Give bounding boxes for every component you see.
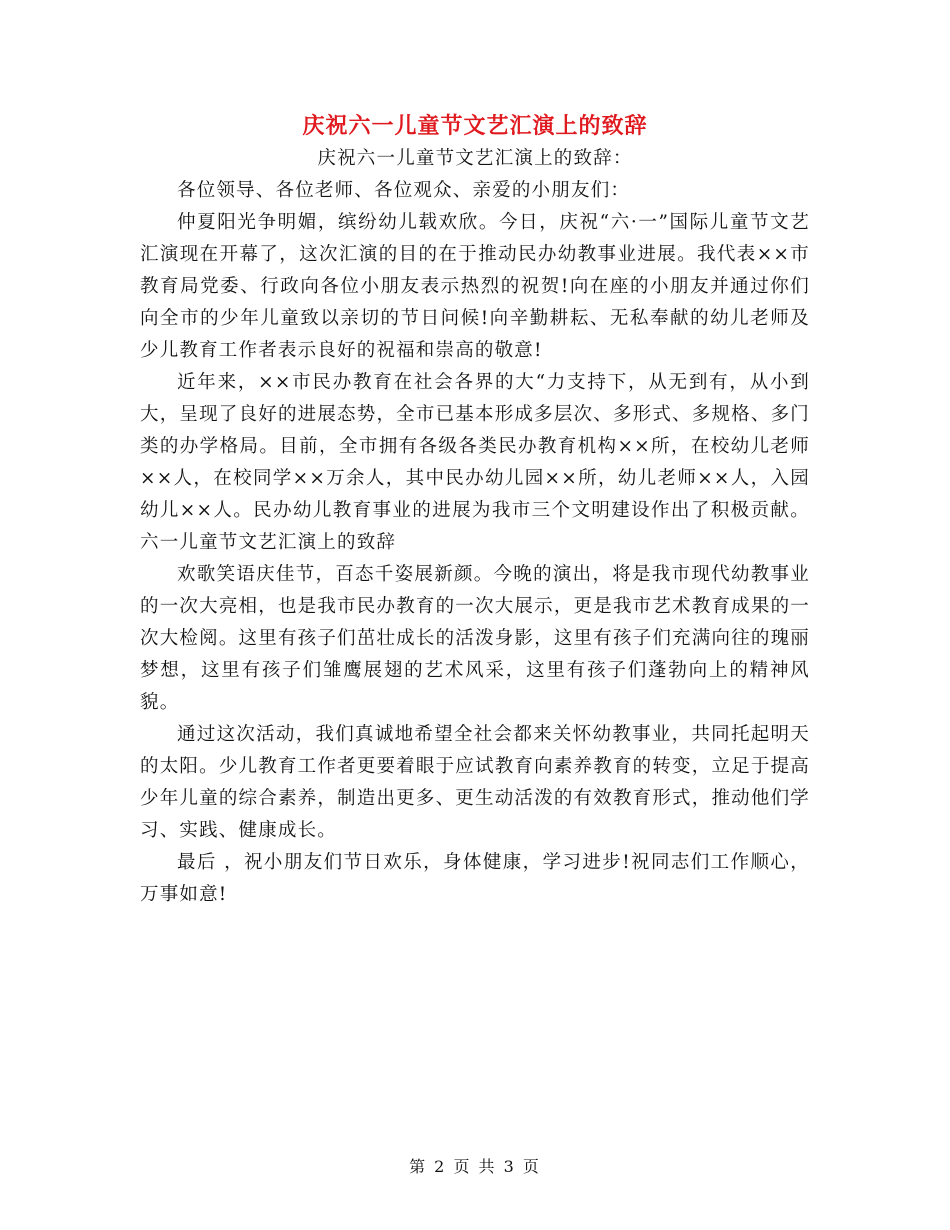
document-title: 庆祝六一儿童节文艺汇演上的致辞 — [302, 113, 648, 139]
body-paragraph: 仲夏阳光争明媚，缤纷幼儿载欢欣。今日，庆祝“六·一”国际儿童节文艺汇演现在开幕了，这次汇演的目的在于推动民办幼教事业进展。我代表××市教育局党委、行政向各位小朋友表示热烈的祝贺!向在座的小朋友并通过你们向全市的少年儿童致以亲切的节日问候!向辛勤耕耘、无私奉献的幼儿老师及少儿教育工作者表示良好的祝福和崇高的敬意! — [140, 212, 810, 361]
document-subtitle: 庆祝六一儿童节文艺汇演上的致辞： — [317, 148, 633, 169]
body-paragraph: 通过这次活动，我们真诚地希望全社会都来关怀幼教事业，共同托起明天的太阳。少儿教育工作者更要着眼于应试教育向素养教育的转变，立足于提高少年儿童的综合素养，制造出更多、更生动活泼的有效教育形式，推动他们学习、实践、健康成长。 — [140, 724, 810, 841]
body-paragraph: 近年来，××市民办教育在社会各界的大“力支持下，从无到有，从小到大，呈现了良好的进展态势，全市已基本形成多层次、多形式、多规格、多门类的办学格局。目前，全市拥有各级各类民办教育机构××所，在校幼儿老师××人，在校同学××万余人，其中民办幼儿园××所，幼儿老师××人，入园幼儿××人。民办幼儿教育事业的进展为我市三个文明建设作出了积极贡献。六一儿童节文艺汇演上的致辞 — [140, 372, 810, 553]
page-number: 第 2 页 共 3 页 — [409, 1157, 541, 1176]
document-body — [140, 143, 810, 911]
closing-paragraph: 最后 ，祝小朋友们节日欢乐，身体健康，学习进步!祝同志们工作顺心，万事如意! — [140, 852, 810, 905]
salutation-paragraph: 各位领导、各位老师、各位观众、亲爱的小朋友们： — [177, 180, 631, 201]
body-paragraph: 欢歌笑语庆佳节，百态千姿展新颜。今晚的演出，将是我市现代幼教事业的一次大亮相，也是我市民办教育的一次大展示，更是我市艺术教育成果的一次大检阅。这里有孩子们茁壮成长的活泼身影，这里有孩子们充满向往的瑰丽梦想，这里有孩子们雏鹰展翅的艺术风采，这里有孩子们蓬勃向上的精神风貌。 — [140, 564, 810, 713]
